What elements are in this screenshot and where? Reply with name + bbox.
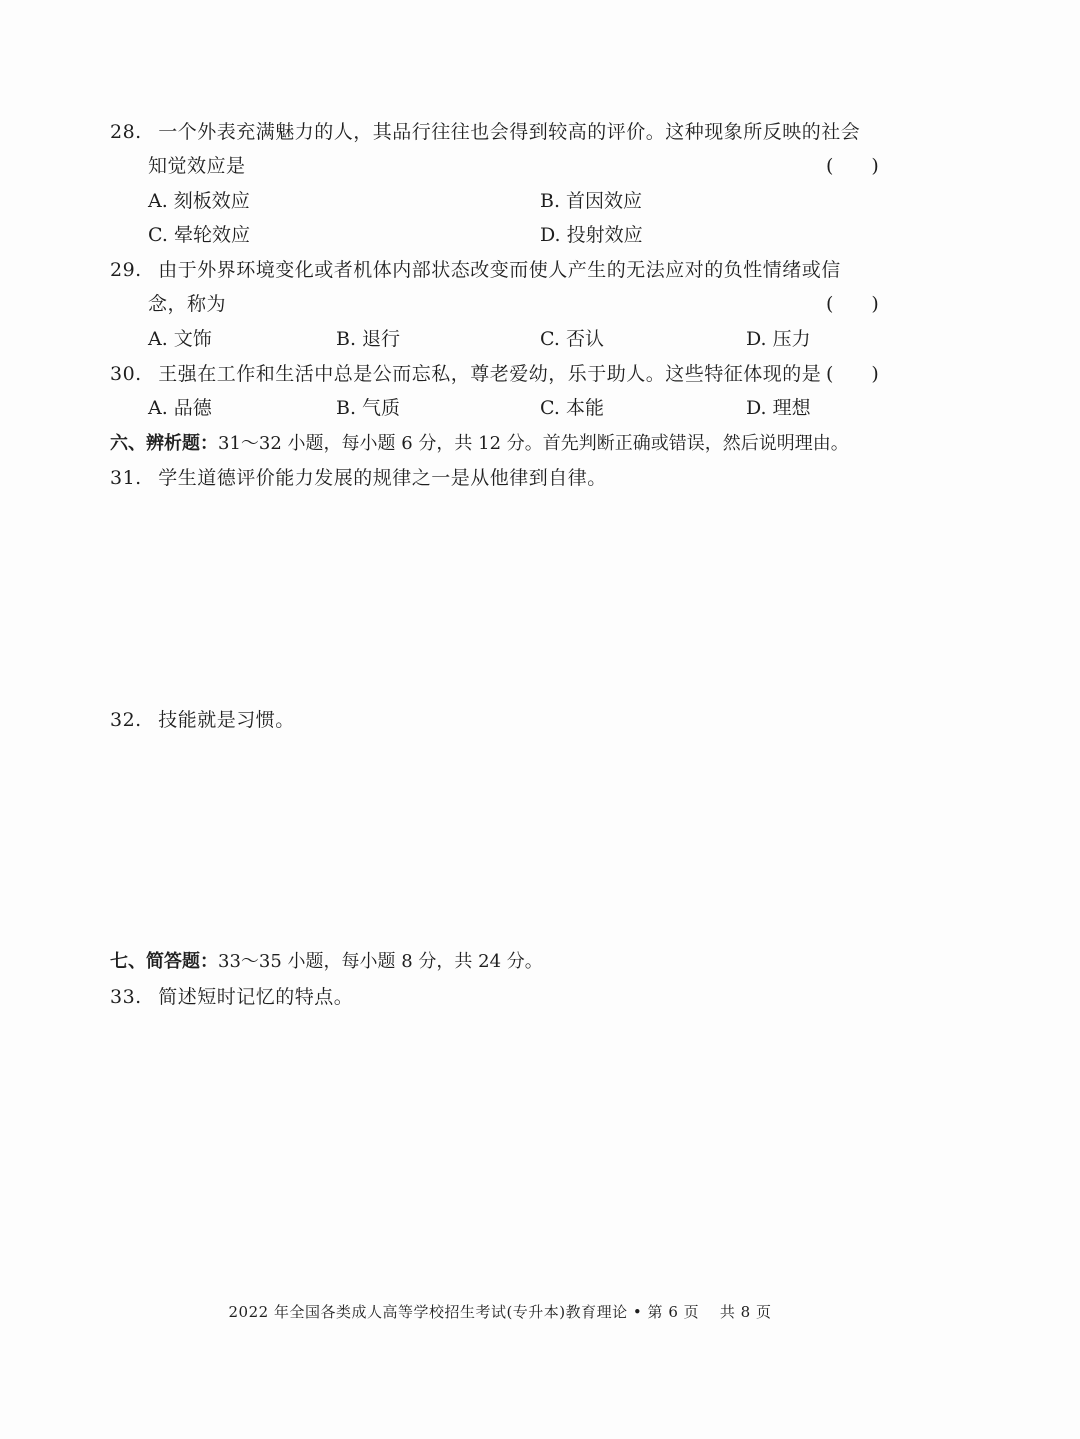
question-28-line1 — [110, 118, 860, 146]
section-7-title: 七、简答题： — [110, 951, 218, 972]
question-30-option-c: C. 本能 — [540, 397, 604, 419]
section-6-instructions: 31～32 小题，每小题 6 分，共 12 分。首先判断正确或错误，然后说明理由。 — [218, 433, 849, 454]
question-30-answer-paren: ( ) — [826, 363, 879, 385]
question-30-line1 — [110, 360, 821, 388]
question-29-line2: 念，称为 — [148, 293, 227, 315]
question-29-stem: 由于外界环境变化或者机体内部状态改变而使人产生的无法应对的负性情绪或信 — [158, 259, 841, 281]
question-33-answer-space[interactable] — [110, 1020, 890, 1280]
question-28-option-c: C. 晕轮效应 — [148, 224, 250, 246]
question-32-text: 技能就是习惯。 — [158, 709, 295, 731]
question-29-answer-paren: ( ) — [826, 293, 879, 315]
question-28-line2: 知觉效应是 — [148, 155, 246, 177]
question-31-number: 31. — [110, 467, 142, 489]
question-30-option-d: D. 理想 — [746, 397, 811, 419]
question-28-number: 28. — [110, 121, 142, 143]
question-29-option-d: D. 压力 — [746, 328, 811, 350]
section-7-instructions: 33～35 小题，每小题 8 分，共 24 分。 — [218, 951, 543, 972]
question-32-answer-space[interactable] — [110, 742, 890, 942]
section-7-heading — [110, 948, 543, 976]
question-30-stem: 王强在工作和生活中总是公而忘私，尊老爱幼，乐于助人。这些特征体现的是 — [158, 363, 822, 385]
question-28-option-a: A. 刻板效应 — [148, 190, 250, 212]
question-33 — [110, 983, 353, 1011]
question-30-number: 30. — [110, 363, 142, 385]
question-29-option-c: C. 否认 — [540, 328, 604, 350]
question-30-option-a: A. 品德 — [148, 397, 212, 419]
section-6-heading — [110, 430, 849, 458]
question-29-number: 29. — [110, 259, 142, 281]
question-28-option-d: D. 投射效应 — [540, 224, 643, 246]
question-32 — [110, 706, 295, 734]
question-31-answer-space[interactable] — [110, 500, 890, 700]
question-28-answer-paren: ( ) — [826, 155, 879, 177]
question-30-option-b: B. 气质 — [336, 397, 401, 419]
question-28-option-b: B. 首因效应 — [540, 190, 643, 212]
question-31 — [110, 464, 607, 492]
question-29-line1 — [110, 256, 841, 284]
section-6-title: 六、辨析题： — [110, 433, 218, 454]
question-33-text: 简述短时记忆的特点。 — [158, 986, 354, 1008]
question-33-number: 33. — [110, 986, 142, 1008]
page-footer: 2022 年全国各类成人高等学校招生考试(专升本)教育理论 • 第 6 页 共 8 页 — [228, 1303, 772, 1321]
question-29-option-b: B. 退行 — [336, 328, 401, 350]
question-31-text: 学生道德评价能力发展的规律之一是从他律到自律。 — [158, 467, 607, 489]
question-29-option-a: A. 文饰 — [148, 328, 212, 350]
question-32-number: 32. — [110, 709, 142, 731]
question-28-stem: 一个外表充满魅力的人，其品行往往也会得到较高的评价。这种现象所反映的社会 — [158, 121, 861, 143]
